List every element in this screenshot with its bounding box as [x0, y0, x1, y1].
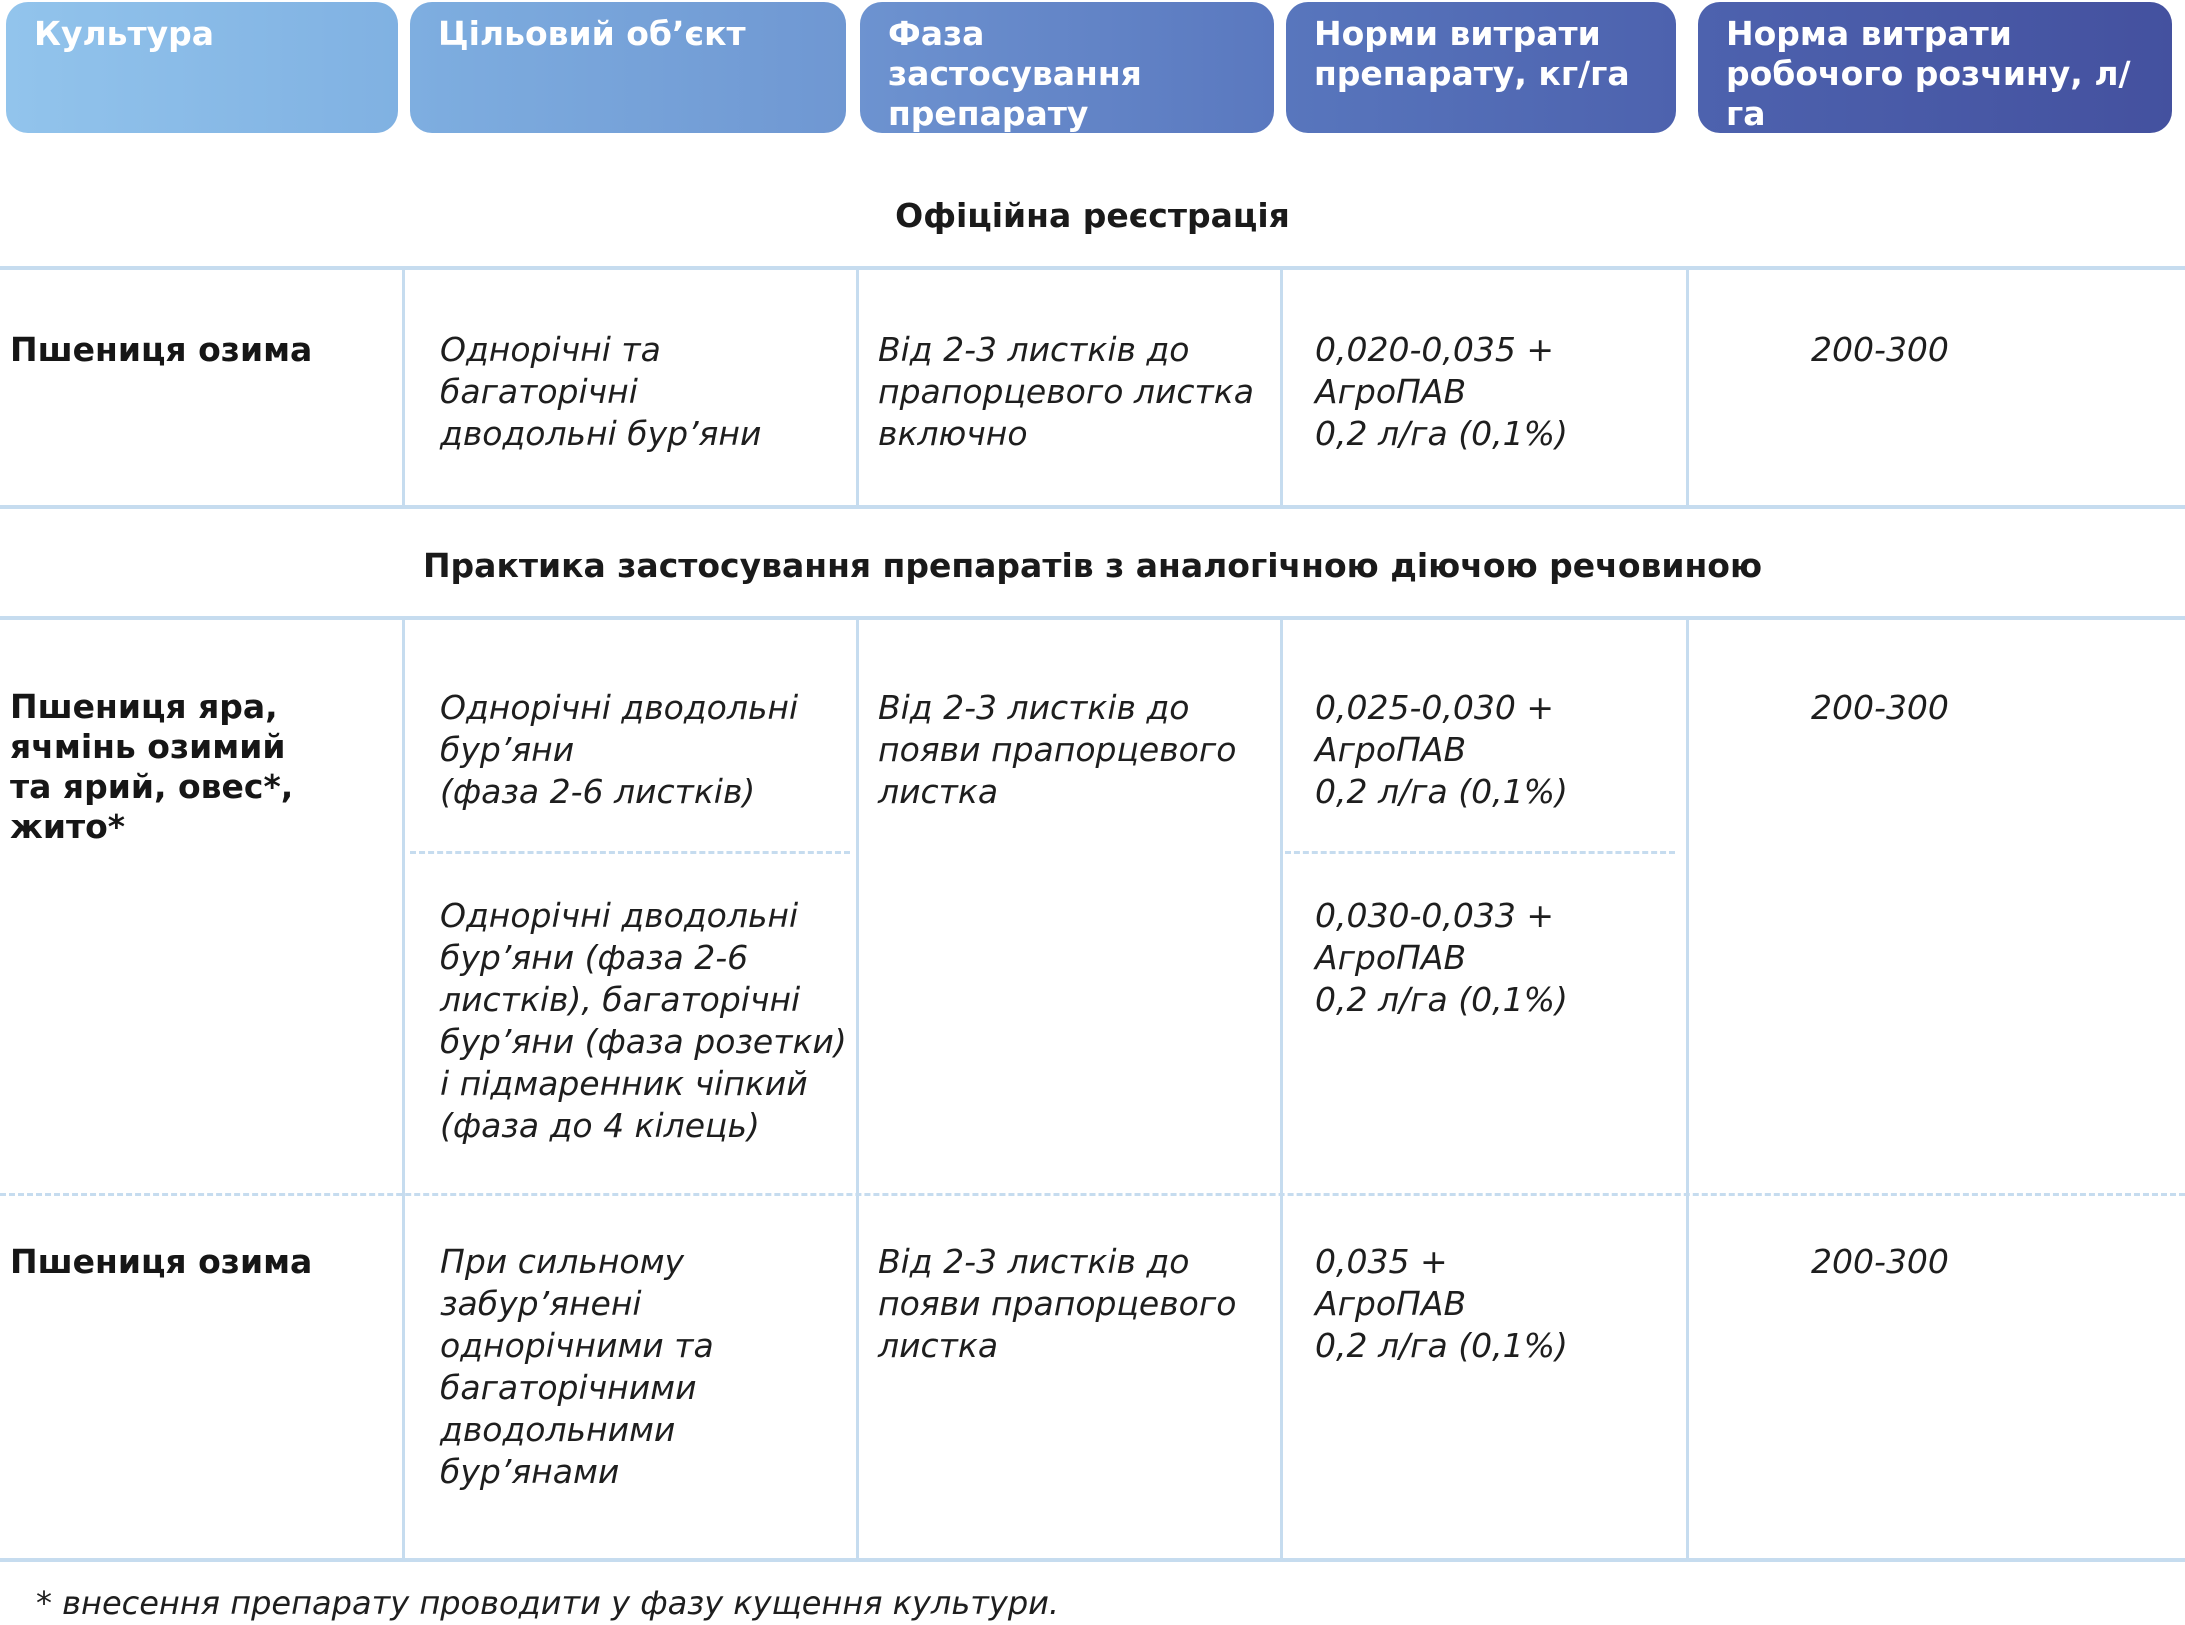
column-separator [402, 268, 405, 506]
dashed-divider [410, 851, 850, 854]
row3-solution: 200-300 [1811, 1242, 1949, 1281]
row2-target-a: Однорічні дводольні бур’яни (фаза 2-6 листків) [440, 688, 799, 811]
row3-crop: Пшениця озима [10, 1242, 313, 1281]
row2-target-b: Однорічні дводольні бур’яни (фаза 2-6 листків), багаторічні бур’яни (фаза розетки) і підмаренник чіпкий (фаза до 4 кілець) [440, 896, 847, 1145]
dashed-divider [1285, 851, 1675, 854]
header-crop: Культура [6, 2, 398, 133]
footnote: * внесення препарату проводити у фазу кущення культури. [36, 1584, 1060, 1622]
row1-rate: 0,020-0,035 + АгроПАВ 0,2 л/га (0,1%) [1315, 330, 1568, 453]
row2-crop: Пшениця яра, ячмінь озимий та ярий, овес*, жито* [10, 687, 294, 846]
header-solution-rate: Норма витрати робочого розчину, л/га [1698, 2, 2172, 133]
divider [0, 616, 2185, 620]
row1-solution: 200-300 [1811, 330, 1949, 369]
column-separator [856, 268, 859, 506]
row1-crop: Пшениця озима [10, 330, 313, 369]
column-separator [1686, 268, 1689, 506]
row2-rate-b: 0,030-0,033 + АгроПАВ 0,2 л/га (0,1%) [1315, 896, 1568, 1019]
row1-target: Однорічні та багаторічні дводольні бур’яни [440, 330, 762, 453]
divider [0, 266, 2185, 270]
dashed-divider [0, 1193, 2185, 1196]
divider [0, 1558, 2185, 1562]
column-separator [856, 618, 859, 1559]
row3-rate: 0,035 + АгроПАВ 0,2 л/га (0,1%) [1315, 1242, 1568, 1365]
row3-phase: Від 2-3 листків до появи прапорцевого листка [878, 1242, 1237, 1365]
column-separator [1280, 268, 1283, 506]
row2-solution: 200-300 [1811, 688, 1949, 727]
section-practice: Практика застосування препаратів з аналогічною діючою речовиною [422, 546, 1763, 585]
header-target: Цільовий об’єкт [410, 2, 846, 133]
header-product-rate: Норми витрати препарату, кг/га [1286, 2, 1676, 133]
section-official: Офіційна реєстрація [895, 196, 1290, 235]
divider [0, 505, 2185, 509]
header-phase: Фаза застосування препарату [860, 2, 1274, 133]
column-separator [402, 618, 405, 1559]
column-separator [1686, 618, 1689, 1559]
row2-phase: Від 2-3 листків до появи прапорцевого листка [878, 688, 1237, 811]
row3-target: При сильному забур’янені однорічними та багаторічними дводольними бур’янами [440, 1242, 714, 1491]
row1-phase: Від 2-3 листків до прапорцевого листка включно [878, 330, 1254, 453]
row2-rate-a: 0,025-0,030 + АгроПАВ 0,2 л/га (0,1%) [1315, 688, 1568, 811]
column-separator [1280, 618, 1283, 1559]
